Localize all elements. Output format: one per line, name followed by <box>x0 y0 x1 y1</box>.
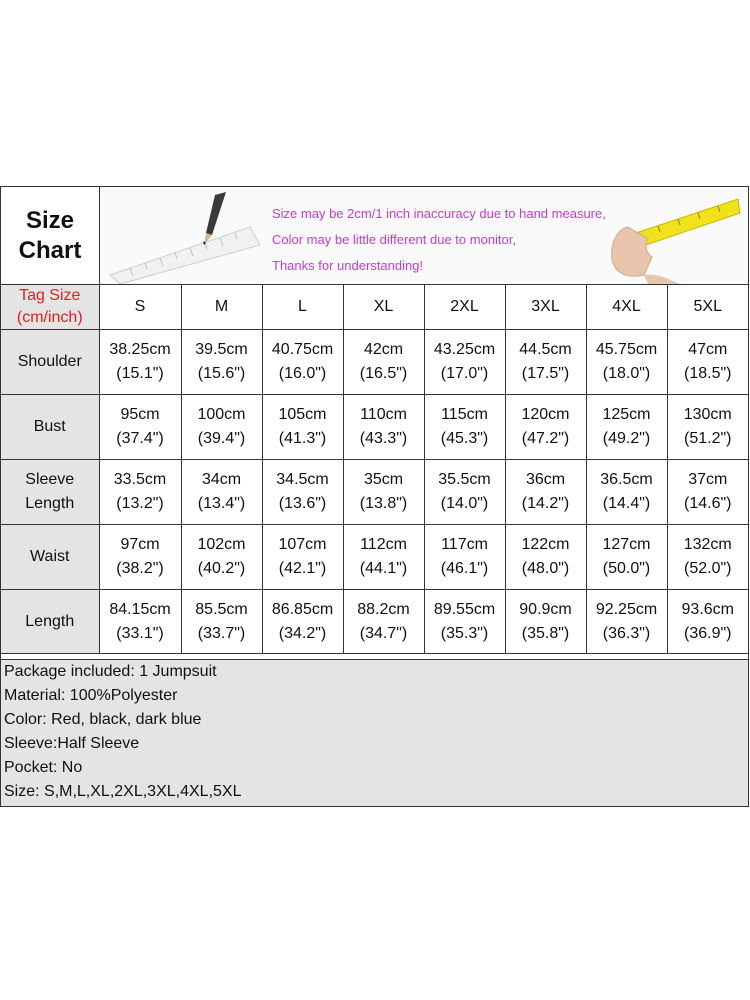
inch-value: (51.2") <box>684 430 732 447</box>
measurement-cell <box>343 330 424 395</box>
measurement-cell <box>181 590 262 654</box>
measurement-illustration <box>100 187 748 284</box>
info-line: Package included: 1 Jumpsuit <box>4 663 217 680</box>
measurement-cell <box>343 590 424 654</box>
cm-value: 110cm <box>360 406 407 423</box>
inch-value: (15.1") <box>116 365 164 382</box>
size-chart-title <box>1 187 100 284</box>
measurement-cell <box>667 330 748 395</box>
inch-value: (48.0") <box>521 560 570 577</box>
cm-value: 43.25cm <box>433 341 496 358</box>
cm-value: 33.5cm <box>113 471 167 488</box>
cm-value: 93.6cm <box>681 600 734 618</box>
measurement-cell <box>343 460 424 525</box>
cm-value: 95cm <box>120 406 160 423</box>
inch-value: (13.8") <box>359 495 408 512</box>
cm-value: 115cm <box>441 406 488 423</box>
inch-value: (39.4") <box>197 430 246 447</box>
inch-value: (13.6") <box>278 495 327 512</box>
measurement-cell <box>505 330 586 395</box>
size-header: 4XL <box>586 285 667 330</box>
cm-value: 40.75cm <box>271 341 334 358</box>
tag-size-header <box>1 285 99 330</box>
measurement-rows <box>1 330 748 654</box>
measurement-label-line: Sleeve <box>25 471 75 488</box>
cm-value: 102cm <box>197 536 246 553</box>
measurement-label <box>1 460 99 525</box>
note-line: Thanks for understanding! <box>272 258 424 273</box>
cm-value: 86.85cm <box>271 600 334 618</box>
cm-value: 34cm <box>201 471 242 488</box>
cm-value: 35cm <box>363 471 404 488</box>
inch-value: (34.2") <box>278 624 327 642</box>
title-line-1: Size <box>25 206 75 234</box>
cm-value: 88.2cm <box>357 600 410 618</box>
cm-value: 122cm <box>521 536 570 553</box>
inch-value: (40.2") <box>197 560 246 577</box>
inch-value: (14.6") <box>684 495 732 512</box>
inch-value: (46.1") <box>440 560 489 577</box>
size-header: L <box>262 285 343 330</box>
inch-value: (36.9") <box>684 624 732 642</box>
tag-size-unit: (cm/inch) <box>16 309 83 326</box>
measurement-cell <box>667 525 748 590</box>
info-line: Sleeve:Half Sleeve <box>4 735 140 752</box>
measurement-cell <box>505 395 586 460</box>
measurement-cell <box>99 460 181 525</box>
measurement-cell <box>505 460 586 525</box>
cm-value: 44.5cm <box>519 341 572 358</box>
cm-value: 90.9cm <box>519 600 572 618</box>
size-table <box>1 285 748 654</box>
inch-value: (14.2") <box>521 495 570 512</box>
cm-value: 127cm <box>602 536 651 553</box>
table-row <box>1 525 748 590</box>
inch-value: (15.6") <box>197 365 246 382</box>
measurement-cell <box>343 395 424 460</box>
tag-size-label: Tag Size <box>19 287 81 304</box>
measurement-cell <box>99 525 181 590</box>
measurement-label <box>1 525 99 590</box>
measurement-cell <box>99 330 181 395</box>
cm-value: 117cm <box>441 536 488 553</box>
measurement-cell <box>586 330 667 395</box>
measurement-label <box>1 590 99 654</box>
cm-value: 92.25cm <box>595 600 658 618</box>
measurement-label-line: Shoulder <box>17 353 82 370</box>
inch-value: (44.1") <box>359 560 408 577</box>
size-header-row <box>1 285 748 330</box>
size-chart-banner <box>1 187 748 285</box>
cm-value: 36cm <box>525 471 566 488</box>
table-row <box>1 330 748 395</box>
size-header: 2XL <box>424 285 505 330</box>
cm-value: 112cm <box>360 536 407 553</box>
measurement-cell <box>586 460 667 525</box>
info-line: Size: S,M,L,XL,2XL,3XL,4XL,5XL <box>4 783 242 800</box>
inch-value: (52.0") <box>684 560 732 577</box>
cm-value: 35.5cm <box>438 471 491 488</box>
cm-value: 38.25cm <box>109 341 171 358</box>
inch-value: (34.7") <box>359 624 408 642</box>
inch-value: (18.0") <box>602 365 651 382</box>
cm-value: 107cm <box>278 536 327 553</box>
inch-value: (33.1") <box>116 624 164 642</box>
cm-value: 37cm <box>688 471 728 488</box>
measurement-cell <box>505 590 586 654</box>
inch-value: (13.2") <box>116 495 164 512</box>
measurement-label-line: Length <box>25 612 75 630</box>
measurement-label-line: Waist <box>30 548 70 565</box>
inch-value: (17.5") <box>521 365 570 382</box>
measurement-cell <box>667 590 748 654</box>
inch-value: (41.3") <box>278 430 327 447</box>
measurement-label-line: Length <box>25 495 75 512</box>
inch-value: (38.2") <box>116 560 164 577</box>
inch-value: (47.2") <box>521 430 570 447</box>
measurement-label <box>1 395 99 460</box>
cm-value: 132cm <box>683 536 732 553</box>
cm-value: 45.75cm <box>595 341 658 358</box>
inch-value: (35.3") <box>440 624 489 642</box>
info-line: Color: Red, black, dark blue <box>4 711 202 728</box>
size-header: 3XL <box>505 285 586 330</box>
inch-value: (49.2") <box>602 430 651 447</box>
measurement-cell <box>99 590 181 654</box>
cm-value: 84.15cm <box>109 600 171 618</box>
inch-value: (50.0") <box>602 560 651 577</box>
measurement-cell <box>262 395 343 460</box>
cm-value: 97cm <box>120 536 160 553</box>
cm-value: 130cm <box>683 406 732 423</box>
info-line: Material: 100%Polyester <box>4 687 178 704</box>
measurement-cell <box>262 525 343 590</box>
size-chart <box>0 186 749 807</box>
measurement-cell <box>181 395 262 460</box>
cm-value: 89.55cm <box>433 600 496 618</box>
inch-value: (42.1") <box>278 560 327 577</box>
note-line: Size may be 2cm/1 inch inaccuracy due to hand measure, <box>272 206 606 221</box>
cm-value: 34.5cm <box>276 471 329 488</box>
cm-value: 42cm <box>363 341 404 358</box>
cm-value: 85.5cm <box>195 600 248 618</box>
measurement-cell <box>262 330 343 395</box>
inch-value: (13.4") <box>197 495 246 512</box>
measurement-cell <box>424 395 505 460</box>
pencil-ruler-icon <box>100 187 270 284</box>
inch-value: (18.5") <box>684 365 732 382</box>
table-row <box>1 590 748 654</box>
measurement-cell <box>424 590 505 654</box>
inch-value: (37.4") <box>116 430 164 447</box>
measurement-label <box>1 330 99 395</box>
measurement-cell <box>262 590 343 654</box>
table-row <box>1 395 748 460</box>
inch-value: (14.0") <box>440 495 489 512</box>
note-line: Color may be little different due to monitor, <box>272 232 516 247</box>
measurement-cell <box>181 525 262 590</box>
size-header: M <box>181 285 262 330</box>
inch-value: (33.7") <box>197 624 246 642</box>
measurement-cell <box>424 330 505 395</box>
measurement-cell <box>343 525 424 590</box>
cm-value: 125cm <box>602 406 651 423</box>
size-header: 5XL <box>667 285 748 330</box>
inch-value: (45.3") <box>440 430 489 447</box>
measurement-cell <box>667 395 748 460</box>
measurement-cell <box>505 525 586 590</box>
inch-value: (14.4") <box>602 495 651 512</box>
cm-value: 105cm <box>278 406 327 423</box>
measurement-cell <box>424 525 505 590</box>
measurement-label-line: Bust <box>33 418 66 435</box>
inch-value: (43.3") <box>359 430 408 447</box>
measurement-notes <box>272 201 606 279</box>
table-row <box>1 460 748 525</box>
measurement-cell <box>181 330 262 395</box>
inch-value: (16.0") <box>278 365 327 382</box>
measurement-cell <box>586 590 667 654</box>
measurement-cell <box>181 460 262 525</box>
inch-value: (35.8") <box>521 624 570 642</box>
cm-value: 100cm <box>197 406 246 423</box>
measurement-cell <box>586 525 667 590</box>
title-line-2: Chart <box>18 236 82 264</box>
measurement-cell <box>586 395 667 460</box>
size-header: S <box>99 285 181 330</box>
measurement-cell <box>667 460 748 525</box>
inch-value: (36.3") <box>602 624 651 642</box>
size-header: XL <box>343 285 424 330</box>
cm-value: 36.5cm <box>600 471 653 488</box>
inch-value: (17.0") <box>440 365 489 382</box>
measurement-cell <box>99 395 181 460</box>
cm-value: 47cm <box>688 341 728 358</box>
measurement-cell <box>262 460 343 525</box>
cm-value: 39.5cm <box>195 341 248 358</box>
inch-value: (16.5") <box>359 365 408 382</box>
measurement-cell <box>424 460 505 525</box>
measuring-tape-icon <box>588 187 748 284</box>
cm-value: 120cm <box>521 406 570 423</box>
product-info <box>1 659 748 806</box>
info-line: Pocket: No <box>4 759 83 776</box>
